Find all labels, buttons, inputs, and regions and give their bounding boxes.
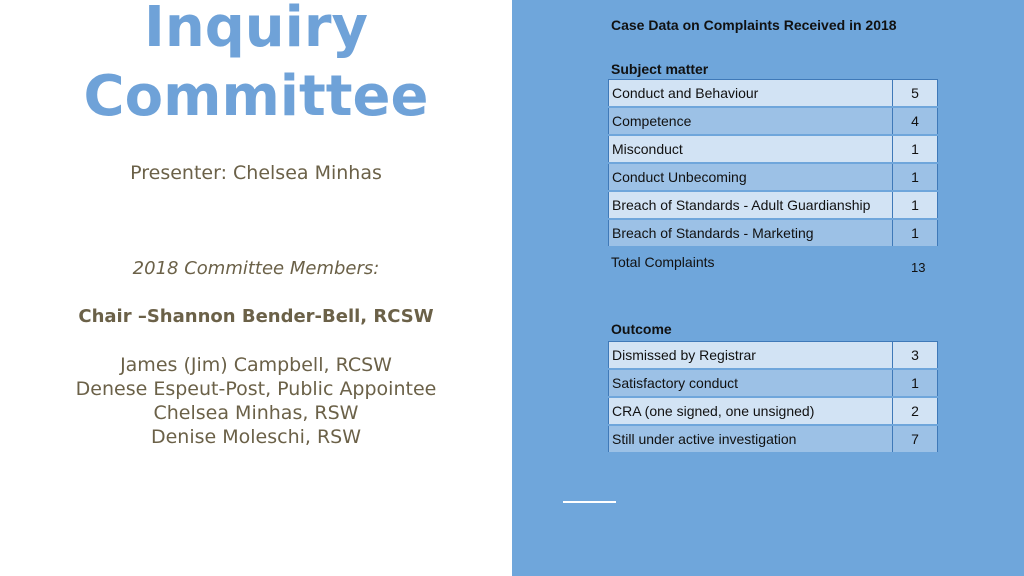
row-value: 1 [893, 135, 938, 163]
member-item: James (Jim) Campbell, RCSW [120, 354, 392, 376]
table-row [609, 135, 938, 163]
row-value: 2 [893, 397, 938, 425]
row-value: 1 [893, 369, 938, 397]
members-heading: 2018 Committee Members: [132, 258, 380, 279]
outcome-table [608, 341, 938, 454]
row-label: Breach of Standards - Adult Guardianship [609, 191, 893, 219]
row-value: 1 [893, 191, 938, 219]
row-label: Conduct Unbecoming [609, 163, 893, 191]
row-value: 3 [893, 342, 938, 370]
presenter-text: Presenter: Chelsea Minhas [130, 162, 382, 184]
row-label: Satisfactory conduct [609, 369, 893, 397]
table-row [609, 425, 938, 453]
table-row [609, 369, 938, 397]
member-item: Denese Espeut-Post, Public Appointee [75, 378, 437, 400]
table-row [609, 219, 938, 247]
row-label: Still under active investigation [609, 425, 893, 453]
members-list [0, 353, 512, 449]
row-value: 4 [893, 107, 938, 135]
table-row [609, 163, 938, 191]
row-label: Breach of Standards - Marketing [609, 219, 893, 247]
outcome-heading: Outcome [611, 321, 672, 337]
member-item: Chelsea Minhas, RSW [153, 402, 359, 424]
subject-heading: Subject matter [611, 61, 709, 77]
table-row [609, 191, 938, 219]
total-complaints-label: Total Complaints [611, 254, 715, 270]
row-label: Conduct and Behaviour [609, 80, 893, 108]
row-value: 1 [893, 219, 938, 247]
table-row [609, 80, 938, 108]
divider-line [563, 501, 616, 503]
case-data-title: Case Data on Complaints Received in 2018 [611, 17, 897, 33]
total-complaints-value: 13 [911, 260, 926, 275]
table-row [609, 397, 938, 425]
chair-text: Chair –Shannon Bender-Bell, RCSW [78, 306, 434, 327]
row-value: 7 [893, 425, 938, 453]
row-label: Misconduct [609, 135, 893, 163]
row-value: 5 [893, 80, 938, 108]
table-row [609, 107, 938, 135]
row-value: 1 [893, 163, 938, 191]
row-label: CRA (one signed, one unsigned) [609, 397, 893, 425]
row-label: Competence [609, 107, 893, 135]
member-item: Denise Moleschi, RSW [150, 426, 362, 448]
right-panel [512, 0, 1024, 576]
row-label: Dismissed by Registrar [609, 342, 893, 370]
subject-table [608, 79, 938, 248]
table-row [609, 342, 938, 370]
title-line-1: Inquiry [144, 0, 368, 60]
title-line-2: Committee [83, 64, 429, 129]
